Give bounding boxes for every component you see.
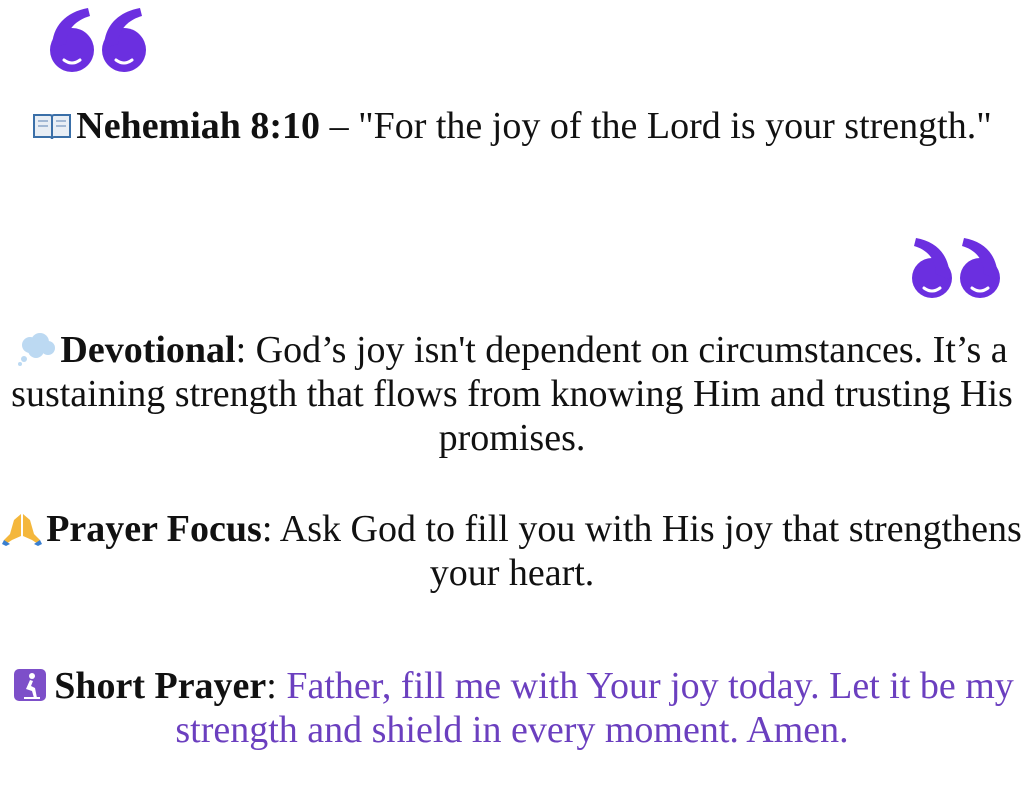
verse-separator: – — [320, 105, 359, 147]
devotional-block — [0, 328, 1024, 460]
prayer-focus-text: : Ask God to fill you with His joy that strengthens your heart. — [261, 508, 1022, 594]
short-prayer-block — [0, 664, 1024, 752]
close-quote-icon — [906, 226, 1006, 304]
short-prayer-text: Father, fill me with Your joy today. Let it be my strength and shield in every moment. Amen. — [175, 665, 1014, 751]
prayer-focus-block — [0, 507, 1024, 595]
thought-bubble-icon — [16, 331, 56, 367]
devotional-label: Devotional — [60, 329, 236, 371]
verse-text: "For the joy of the Lord is your strength." — [358, 105, 992, 147]
verse-reference: Nehemiah 8:10 — [76, 105, 321, 147]
devotional-text: : God’s joy isn't dependent on circumstances. It’s a sustaining strength that flows from knowing Him and trusting His promises. — [11, 329, 1013, 459]
verse-block — [0, 104, 1024, 148]
short-prayer-label: Short Prayer — [54, 665, 267, 707]
prayer-focus-label: Prayer Focus — [46, 508, 262, 550]
open-quote-icon — [44, 4, 154, 76]
short-prayer-colon: : — [266, 665, 287, 707]
place-of-worship-icon — [10, 667, 50, 703]
open-book-icon — [32, 107, 72, 143]
folded-hands-icon — [2, 510, 42, 546]
